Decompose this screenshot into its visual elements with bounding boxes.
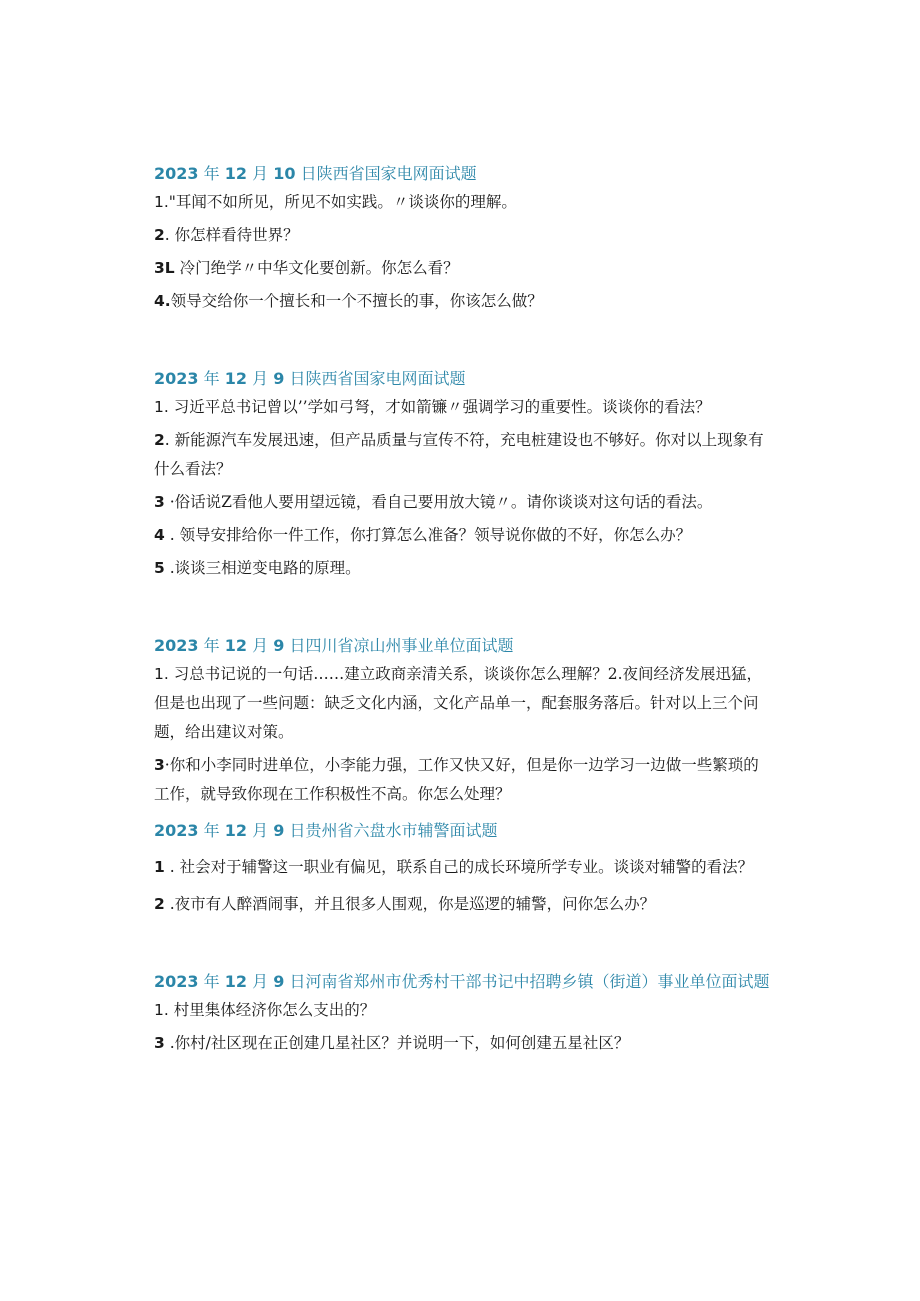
heading-year: 2023 [154,164,199,183]
question-number: 2 [154,431,165,449]
question-text: . 社会对于辅警这一职业有偏见，联系自己的成长环境所学专业。谈谈对辅警的看法？ [164,858,754,876]
heading-year-unit: 年 [203,636,220,655]
question-text: 领导交给你一个擅长和一个不擅长的事，你该怎么做？ [170,292,543,310]
heading-month-unit: 月 [252,972,269,991]
heading-month: 12 [224,164,247,183]
section-1 [154,160,774,316]
question-text: .谈谈三相逆变电路的原理。 [164,559,361,577]
heading-year-unit: 年 [203,369,220,388]
heading-year-unit: 年 [203,164,220,183]
question-number: 1. [154,665,169,683]
question-number: 3 [154,493,165,511]
heading-title: 日贵州省六盘水市辅警面试题 [289,821,498,840]
question-number: 1. [154,193,169,211]
question [154,751,774,809]
question [154,188,774,217]
question-text: . 新能源汽车发展迅速，但产品质量与宣传不符，充电桩建设也不够好。你对以上现象有什么看法？ [154,431,764,478]
heading-title: 日陕西省国家电网面试题 [289,369,466,388]
question-text: 习近平总书记曾以’’学如弓弩，才如箭镰〃强调学习的重要性。谈谈你的看法？ [168,398,711,416]
heading-day: 9 [273,369,285,388]
question [154,254,774,283]
question [154,1029,774,1058]
heading-month: 12 [224,369,247,388]
heading-month-unit: 月 [252,164,269,183]
section-5 [154,968,774,1058]
heading-title: 日河南省郑州市优秀村干部书记中招聘乡镇（街道）事业单位面试题 [289,972,770,991]
section-heading [154,632,774,660]
question-number: 4. [154,292,171,310]
question-number: 2 [154,226,165,244]
heading-month: 12 [224,821,247,840]
question [154,554,774,583]
question-text: . 领导安排给你一件工作，你打算怎么准备？领导说你做的不好，你怎么办？ [164,526,692,544]
question-number: 4 [154,526,165,544]
question-number: 2 [154,895,165,913]
question [154,660,774,747]
question-number: 3 [154,1034,165,1052]
question [154,521,774,550]
question-text: 冷门绝学〃中华文化要创新。你怎么看？ [174,259,459,277]
question-text: .夜市有人醉酒闹事，并且很多人围观，你是巡逻的辅警，问你怎么办？ [164,895,656,913]
question-text: . 你怎样看待世界？ [164,226,299,244]
heading-month-unit: 月 [252,369,269,388]
question-text: 村里集体经济你怎么支出的？ [168,1001,376,1019]
heading-day: 10 [273,164,296,183]
section-heading [154,160,774,188]
section-3 [154,632,774,809]
section-heading [154,365,774,393]
question [154,890,774,919]
heading-year: 2023 [154,369,199,388]
question-number: 5 [154,559,165,577]
heading-month: 12 [224,972,247,991]
heading-year-unit: 年 [203,821,220,840]
heading-month: 12 [224,636,247,655]
heading-title: 日陕西省国家电网面试题 [300,164,477,183]
question-text: ·俗话说Z看他人要用望远镜，看自己要用放大镜〃。请你谈谈对这句话的看法。 [164,493,713,511]
question-number: 3 [154,756,165,774]
question [154,853,774,882]
heading-month-unit: 月 [252,636,269,655]
section-4 [154,817,774,919]
question-number: 1 [154,858,165,876]
question [154,996,774,1025]
section-heading [154,968,774,996]
question-text: .你村/社区现在正创建几星社区？并说明一下，如何创建五星社区？ [164,1034,630,1052]
heading-year-unit: 年 [203,972,220,991]
question-text: "耳闻不如所见，所见不如实践。〃谈谈你的理解。 [168,193,517,211]
question-text: 习总书记说的一句话……建立政商亲清关系，谈谈你怎么理解？2.夜间经济发展迅猛，但是也出现了一些问题：缺乏文化内涵，文化产品单一，配套服务落后。针对以上三个问题，给出建议对策。 [154,665,763,741]
heading-year: 2023 [154,821,199,840]
heading-month-unit: 月 [252,821,269,840]
question-number: 1. [154,398,169,416]
section-2 [154,365,774,583]
question [154,221,774,250]
heading-year: 2023 [154,636,199,655]
heading-title: 日四川省凉山州事业单位面试题 [289,636,514,655]
document-page [154,160,774,1058]
question [154,426,774,484]
question [154,393,774,422]
heading-day: 9 [273,972,285,991]
section-heading [154,817,774,845]
question-number: 1. [154,1001,169,1019]
heading-day: 9 [273,636,285,655]
question [154,488,774,517]
question [154,287,774,316]
question-text: ·你和小李同时进单位，小李能力强，工作又快又好，但是你一边学习一边做一些繁琐的工作，就导致你现在工作积极性不高。你怎么处理？ [154,756,759,803]
heading-day: 9 [273,821,285,840]
heading-year: 2023 [154,972,199,991]
question-number: 3L [154,259,175,277]
